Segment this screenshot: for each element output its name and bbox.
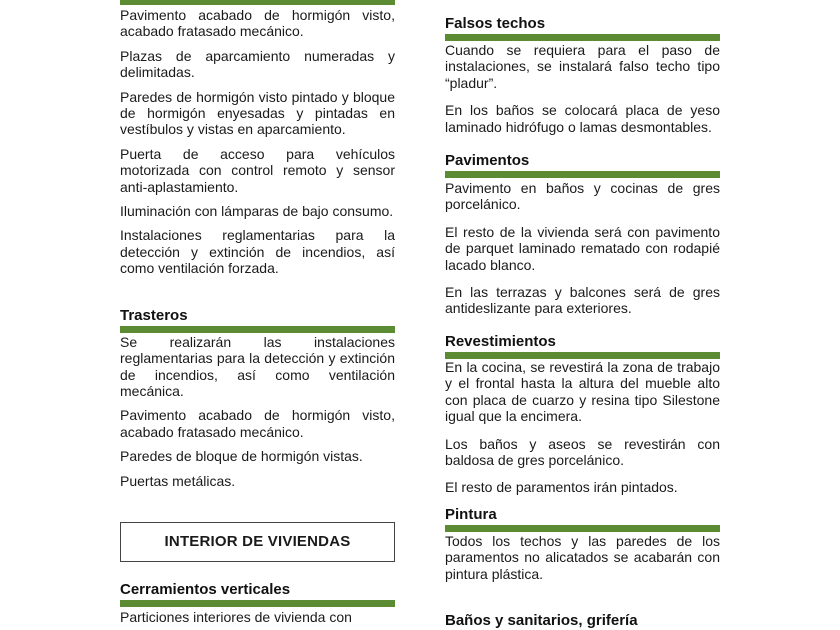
section-rule-aparcamiento: [120, 0, 395, 5]
paragraph: Puertas metálicas.: [120, 472, 236, 489]
section-rule-cerramientos: [120, 600, 395, 607]
paragraph: Pavimento acabado de hormigón visto, acabado fratasado mecánico.: [120, 407, 395, 440]
section-rule-pintura: [445, 525, 720, 532]
paragraph: Pavimento acabado de hormigón visto, acabado fratasado mecánico.: [120, 7, 395, 40]
section-title-trasteros: Trasteros: [120, 306, 188, 324]
paragraph: Se realizarán las instalaciones reglamentarias para la detección y extinción de incendios, así como ventilación mecánica.: [120, 333, 395, 399]
section-rule-pavimentos: [445, 171, 720, 178]
section-rule-revestimientos: [445, 352, 720, 359]
section-title-cerramientos: Cerramientos verticales: [120, 580, 291, 598]
section-title-falsos-techos: Falsos techos: [445, 15, 546, 32]
section-rule-trasteros: [120, 326, 395, 333]
paragraph: Paredes de bloque de hormigón vistas.: [120, 448, 363, 465]
paragraph: Iluminación con lámparas de bajo consumo.: [120, 203, 394, 220]
paragraph: Paredes de hormigón visto pintado y bloque de hormigón enyesadas y pintadas en vestíbulos y vistas en aparcamiento.: [120, 88, 395, 138]
paragraph: Cuando se requiera para el paso de instalaciones, se instalará falso techo tipo “pladur”.: [445, 42, 720, 91]
section-title-banos: Baños y sanitarios, grifería: [445, 611, 638, 629]
paragraph: Particiones interiores de vivienda con: [120, 608, 352, 625]
section-title-revestimientos: Revestimientos: [445, 332, 556, 350]
paragraph: Todos los techos y las paredes de los paramentos no alicatados se acabarán con pintura plástica.: [445, 532, 720, 582]
paragraph: Los baños y aseos se revestirán con baldosa de gres porcelánico.: [445, 435, 720, 468]
left-column: [120, 0, 395, 625]
section-rule-falsos-techos: [445, 34, 720, 41]
paragraph: Instalaciones reglamentarias para la detección y extinción de incendios, así como ventilación forzada.: [120, 227, 395, 277]
interior-viviendas-box: INTERIOR DE VIVIENDAS: [120, 522, 395, 562]
paragraph: Pavimento en baños y cocinas de gres porcelánico.: [445, 180, 720, 213]
paragraph: En la cocina, se revestirá la zona de trabajo y el frontal hasta la altura del mueble alto con placa de cuarzo y resina tipo Silestone igual que la encimera.: [445, 358, 720, 425]
paragraph: El resto de la vivienda será con pavimento de parquet laminado rematado con rodapié lacado blanco.: [445, 223, 720, 273]
right-column: [445, 0, 720, 630]
paragraph: Puerta de acceso para vehículos motorizada con control remoto y sensor anti-aplastamiento.: [120, 145, 395, 195]
paragraph: En las terrazas y balcones será de gres antideslizante para exteriores.: [445, 284, 720, 317]
paragraph: Plazas de aparcamiento numeradas y delimitadas.: [120, 47, 395, 81]
section-title-pintura: Pintura: [445, 505, 497, 523]
paragraph: El resto de paramentos irán pintados.: [445, 479, 678, 496]
paragraph: En los baños se colocará placa de yeso laminado hidrófugo o lamas desmontables.: [445, 102, 720, 135]
section-title-pavimentos: Pavimentos: [445, 152, 530, 170]
